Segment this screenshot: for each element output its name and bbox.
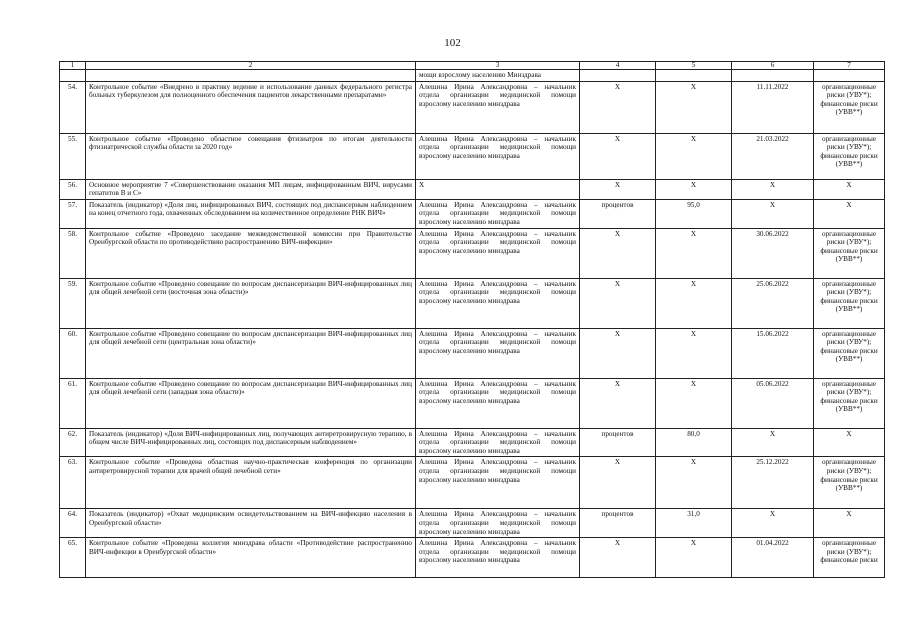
row-risks: организационные риски (УВУ*); финансовые риски (УВВ**)	[814, 457, 885, 509]
row-number: 60.	[60, 328, 86, 378]
row-value: Х	[656, 179, 732, 199]
page-number: 102	[444, 37, 461, 49]
row-risks: организационные риски (УВУ*); финансовые риски (УВВ**)	[814, 278, 885, 328]
row-number: 62.	[60, 428, 86, 457]
row-risks: организационные риски (УВУ*); финансовые риски (УВВ**)	[814, 328, 885, 378]
row-value: Х	[656, 538, 732, 578]
row-number: 55.	[60, 133, 86, 179]
table-row	[60, 278, 885, 328]
table-row	[60, 428, 885, 457]
table-row	[60, 70, 885, 82]
row-risks: организационные риски (УВУ*); финансовые риски	[814, 538, 885, 578]
row-date: 30.06.2022	[732, 228, 814, 278]
row-date: 01.04.2022	[732, 538, 814, 578]
row-risks: организационные риски (УВУ*); финансовые риски (УВВ**)	[814, 81, 885, 133]
row-risks: Х	[814, 179, 885, 199]
row-value: Х	[656, 328, 732, 378]
column-header: 1	[60, 62, 86, 70]
row-number: 59.	[60, 278, 86, 328]
row-date: Х	[732, 199, 814, 228]
row-number: 56.	[60, 179, 86, 199]
row-risks: Х	[814, 199, 885, 228]
row-number: 65.	[60, 538, 86, 578]
row-description: Показатель (индикатор) «Охват медицинским освидетельствованием на ВИЧ-инфекцию населения в Оренбургской области»	[86, 509, 416, 538]
row-date: 11.11.2022	[732, 81, 814, 133]
table-row	[60, 509, 885, 538]
table-row	[60, 199, 885, 228]
row-unit: процентов	[580, 509, 656, 538]
table-row	[60, 328, 885, 378]
row-unit: процентов	[580, 428, 656, 457]
row-value: Х	[656, 278, 732, 328]
row-unit: Х	[580, 81, 656, 133]
row-unit: Х	[580, 179, 656, 199]
row-unit: Х	[580, 278, 656, 328]
row-description: Контрольное событие «Проведено заседание межведомственной комиссии при Правительстве Оренбургской области по противодействию распространению ВИЧ-инфекции»	[86, 228, 416, 278]
row-responsible: Х	[416, 179, 580, 199]
row-description: Показатель (индикатор) «Доля ВИЧ-инфицированных лиц, получающих антиретровирусную терапию, в общем числе ВИЧ-инфицированных лиц, состоящих под диспансерным наблюдением»	[86, 428, 416, 457]
row-description: Контрольное событие «Проведено совещание по вопросам диспансеризации ВИЧ-инфицированных лиц для общей лечебной сети (центральная зона области)»	[86, 328, 416, 378]
row-date: Х	[732, 509, 814, 538]
row-responsible: Алешина Ирина Александровна – начальник отдела организации медицинской помощи взрослому населению минздрава	[416, 328, 580, 378]
row-risks: Х	[814, 509, 885, 538]
row-responsible: Алешина Ирина Александровна – начальник отдела организации медицинской помощи взрослому населению минздрава	[416, 378, 580, 428]
row-responsible: Алешина Ирина Александровна – начальник отдела организации медицинской помощи взрослому населению минздрава	[416, 278, 580, 328]
row-description: Контрольное событие «Проведено областное совещания фтизиатров по итогам деятельности фтизиатрической службы области за 2020 год»	[86, 133, 416, 179]
table-row	[60, 538, 885, 578]
row-responsible: Алешина Ирина Александровна – начальник отдела организации медицинской помощи взрослому населению минздрава	[416, 228, 580, 278]
row-value: Х	[656, 228, 732, 278]
row-value: 31,0	[656, 509, 732, 538]
plan-table	[59, 61, 885, 578]
row-number: 61.	[60, 378, 86, 428]
row-unit: Х	[580, 538, 656, 578]
row-risks: организационные риски (УВУ*); финансовые риски (УВВ**)	[814, 133, 885, 179]
row-description: Основное мероприятие 7 «Совершенствование оказания МП лицам, инфицированным ВИЧ, вирусами гепатитов В и С»	[86, 179, 416, 199]
row-unit: Х	[580, 457, 656, 509]
row-number: 63.	[60, 457, 86, 509]
column-header: 7	[814, 62, 885, 70]
row-responsible: Алешина Ирина Александровна – начальник отдела организации медицинской помощи взрослому населению минздрава	[416, 428, 580, 457]
row-responsible: Алешина Ирина Александровна – начальник отдела организации медицинской помощи взрослому населению минздрава	[416, 81, 580, 133]
row-risks	[814, 70, 885, 82]
row-date	[732, 70, 814, 82]
row-unit: Х	[580, 328, 656, 378]
row-description: Контрольное событие «Проведено совещание по вопросам диспансеризации ВИЧ-инфицированных лиц для общей лечебной сети (восточная зона области)»	[86, 278, 416, 328]
row-unit: Х	[580, 133, 656, 179]
row-value: Х	[656, 133, 732, 179]
row-number: 57.	[60, 199, 86, 228]
column-header: 4	[580, 62, 656, 70]
row-value: Х	[656, 378, 732, 428]
row-date: 25.06.2022	[732, 278, 814, 328]
row-responsible: мощи взрослому населению Минздрава	[416, 70, 580, 82]
row-number: 58.	[60, 228, 86, 278]
row-description: Контрольное событие «Проведена коллегия минздрава области «Противодействие распространению ВИЧ-инфекции в Оренбургской области»	[86, 538, 416, 578]
row-unit	[580, 70, 656, 82]
row-risks: организационные риски (УВУ*); финансовые риски (УВВ**)	[814, 378, 885, 428]
table-row	[60, 228, 885, 278]
column-header: 2	[86, 62, 416, 70]
row-responsible: Алешина Ирина Александровна – начальник отдела организации медицинской помощи взрослому населению минздрава	[416, 509, 580, 538]
row-value: Х	[656, 81, 732, 133]
row-responsible: Алешина Ирина Александровна – начальник отдела организации медицинской помощи взрослому населению минздрава	[416, 538, 580, 578]
row-number: 54.	[60, 81, 86, 133]
column-header: 5	[656, 62, 732, 70]
table-row	[60, 457, 885, 509]
row-unit: Х	[580, 378, 656, 428]
row-date: 05.06.2022	[732, 378, 814, 428]
row-unit: процентов	[580, 199, 656, 228]
row-value: 95,0	[656, 199, 732, 228]
row-date: Х	[732, 179, 814, 199]
row-unit: Х	[580, 228, 656, 278]
row-date: 21.03.2022	[732, 133, 814, 179]
row-number	[60, 70, 86, 82]
row-description	[86, 70, 416, 82]
row-date: Х	[732, 428, 814, 457]
table-row	[60, 179, 885, 199]
row-responsible: Алешина Ирина Александровна – начальник отдела организации медицинской помощи взрослому населению минздрава	[416, 457, 580, 509]
row-risks: организационные риски (УВУ*); финансовые риски (УВВ**)	[814, 228, 885, 278]
row-description: Показатель (индикатор) «Доля лиц, инфицированных ВИЧ, состоящих под диспансерным наблюдением на конец отчетного года, охваченных обследованием на количественное определение РНК ВИЧ»	[86, 199, 416, 228]
column-header: 3	[416, 62, 580, 70]
table-row	[60, 378, 885, 428]
row-description: Контрольное событие «Проведена областная научно-практическая конференция по организации антиретровирусной терапии для врачей общей лечебной сети»	[86, 457, 416, 509]
row-number: 64.	[60, 509, 86, 538]
row-value: Х	[656, 457, 732, 509]
row-description: Контрольное событие «Внедрено в практику ведение и использование данных федерального регистра больных туберкулезом для полноценного обеспечения пациентов лекарственными препаратами»	[86, 81, 416, 133]
row-description: Контрольное событие «Проведено совещание по вопросам диспансеризации ВИЧ-инфицированных лиц для общей лечебной сети (западная зона области)»	[86, 378, 416, 428]
row-responsible: Алешина Ирина Александровна – начальник отдела организации медицинской помощи взрослому населению минздрава	[416, 133, 580, 179]
row-value	[656, 70, 732, 82]
table-row	[60, 81, 885, 133]
row-date: 15.06.2022	[732, 328, 814, 378]
table-row	[60, 133, 885, 179]
column-numbers-row	[60, 62, 885, 70]
column-header: 6	[732, 62, 814, 70]
row-responsible: Алешина Ирина Александровна – начальник отдела организации медицинской помощи взрослому населению минздрава	[416, 199, 580, 228]
row-risks: Х	[814, 428, 885, 457]
row-value: 80,0	[656, 428, 732, 457]
row-date: 25.12.2022	[732, 457, 814, 509]
